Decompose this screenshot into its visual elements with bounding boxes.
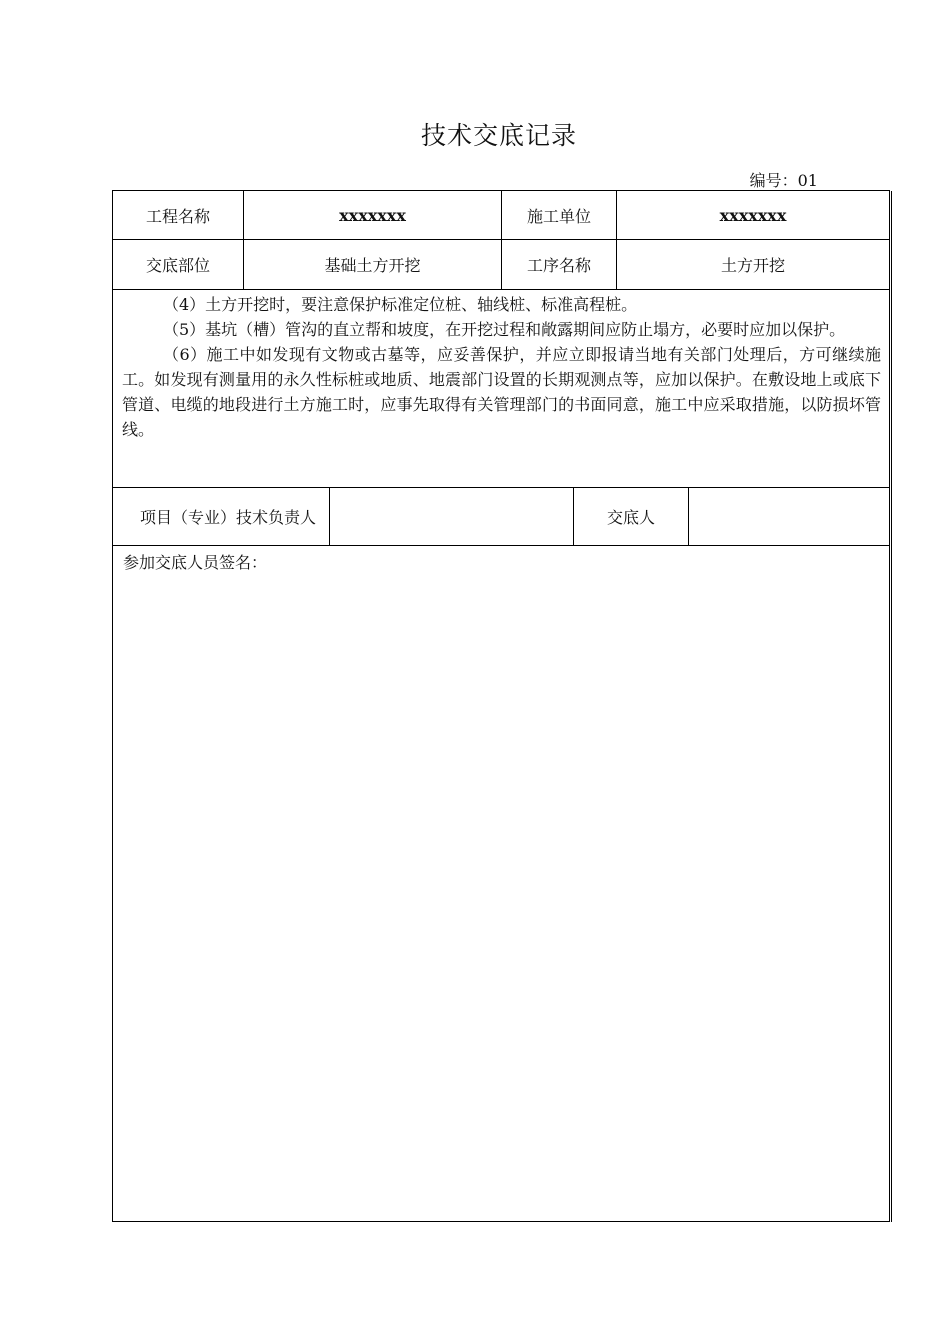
project-name-value: xxxxxxx <box>244 191 502 239</box>
discloser-label: 交底人 <box>574 488 689 545</box>
technical-lead-label: 项目（专业）技术负责人 <box>113 488 330 545</box>
process-name-value: 土方开挖 <box>720 256 785 275</box>
disclosure-part-label: 交底部位 <box>113 240 244 289</box>
disclosure-content-row <box>113 290 889 488</box>
process-name-label: 工序名称 <box>502 240 617 289</box>
page-title: 技术交底记录 <box>420 121 577 150</box>
disclosure-content <box>113 290 889 442</box>
discloser-signature-field[interactable] <box>689 488 889 545</box>
construction-unit-value: xxxxxxx <box>719 205 787 225</box>
document-number: 编号：01 <box>749 171 818 190</box>
project-info-row <box>113 191 889 240</box>
technical-lead-signature-field[interactable] <box>330 488 574 545</box>
content-paragraph: （6）施工中如发现有文物或古墓等，应妥善保护，并应立即报请当地有关部门处理后，方可继续施工。如发现有测量用的永久性标桩或地质、地震部门设置的长期观测点等，应加以保护。在敷设地上或底下管道、电缆的地段进行土方施工时，应事先取得有关管理部门的书面同意，施工中应采取措施，以防损坏管线。 <box>122 345 881 439</box>
construction-unit-label: 施工单位 <box>502 191 617 239</box>
disclosure-part-value: 基础土方开挖 <box>244 240 502 289</box>
disclosure-info-row <box>113 240 889 290</box>
disclosure-record-table <box>112 190 890 1222</box>
participants-signature-label: 参加交底人员签名： <box>123 553 268 572</box>
project-name-label: 工程名称 <box>113 191 244 239</box>
responsible-row <box>113 488 889 546</box>
participants-signature-area[interactable] <box>113 574 889 1221</box>
content-paragraph: （4）土方开挖时，要注意保护标准定位桩、轴线桩、标准高程桩。 <box>163 295 638 314</box>
content-paragraph: （5）基坑（槽）管沟的直立帮和坡度，在开挖过程和敞露期间应防止塌方，必要时应加以保护。 <box>163 320 846 339</box>
